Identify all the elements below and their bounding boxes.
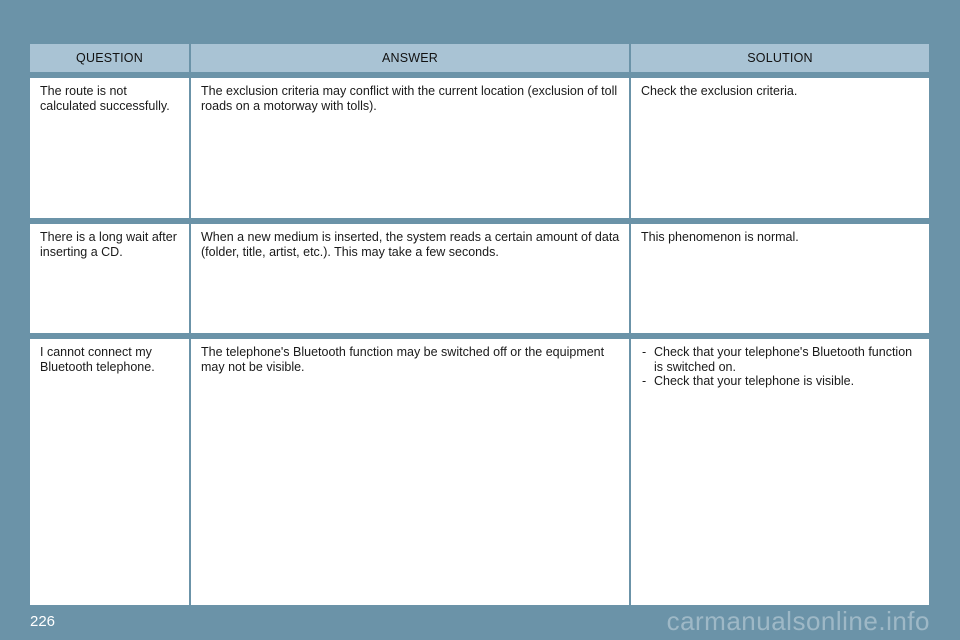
row-2-solution [631, 224, 929, 333]
row-2-question: There is a long wait after inserting a CD. [30, 224, 189, 333]
header-solution: SOLUTION [631, 44, 929, 72]
faq-table [30, 44, 929, 605]
row-3-answer: The telephone's Bluetooth function may be switched off or the equipment may not be visible. [191, 339, 629, 605]
watermark: carmanualsonline.info [666, 606, 930, 636]
row-1-solution [631, 78, 929, 218]
row-1-question: The route is not calculated successfully. [30, 78, 189, 218]
page-number: 226 [30, 613, 56, 630]
header-question: QUESTION [30, 44, 189, 72]
row-3-question: I cannot connect my Bluetooth telephone. [30, 339, 189, 605]
row-1-answer: The exclusion criteria may conflict with the current location (exclusion of toll roads on a motorway with tolls). [191, 78, 629, 218]
row-3-solution [631, 339, 929, 605]
row-1-solution-text: Check the exclusion criteria. [641, 84, 798, 98]
row-2-answer: When a new medium is inserted, the system reads a certain amount of data (folder, title, artist, etc.). This may take a few seconds. [191, 224, 629, 333]
solution-item: - Check that your telephone's Bluetooth function is switched on. [641, 345, 920, 374]
row-2-solution-text: This phenomenon is normal. [641, 230, 799, 244]
header-answer: ANSWER [191, 44, 629, 72]
solution-list [641, 345, 920, 389]
solution-item: - Check that your telephone is visible. [641, 374, 920, 389]
